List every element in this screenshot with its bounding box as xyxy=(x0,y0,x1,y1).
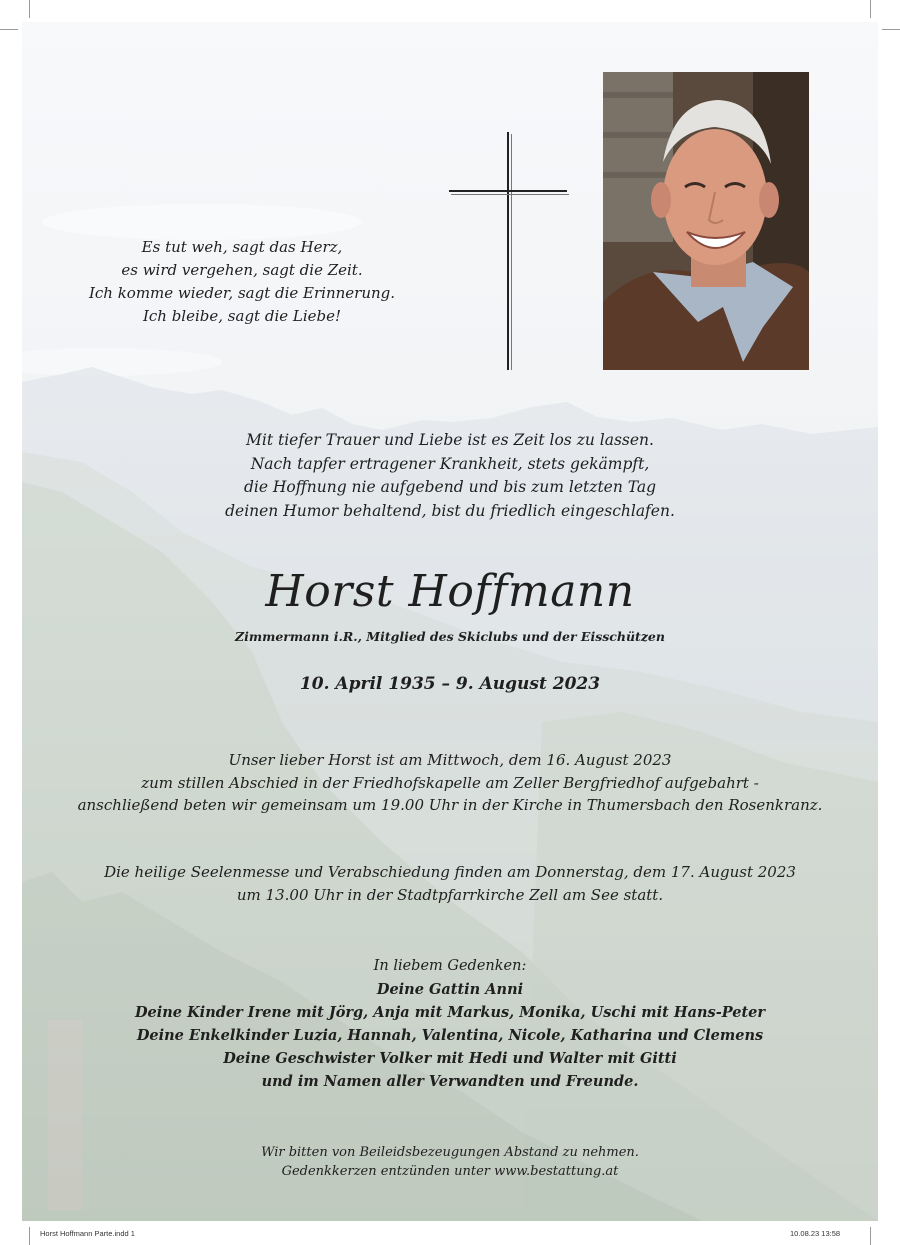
mass-line: Die heilige Seelenmesse und Verabschiedung finden am Donnerstag, dem 17. August 2023 xyxy=(104,863,796,881)
poem-line: Ich komme wieder, sagt die Erinnerung. xyxy=(88,284,396,302)
portrait-illustration xyxy=(603,72,809,370)
mourner-line: Deine Kinder Irene mit Jörg, Anja mit Markus, Monika, Uschi mit Hans-Peter xyxy=(134,1004,766,1021)
closing-line: Wir bitten von Beileidsbezeugungen Abstand zu nehmen. xyxy=(261,1145,639,1160)
crop-mark-bottom-left xyxy=(29,1227,30,1245)
mourner-line: Deine Geschwister Volker mit Hedi und Walter mit Gitti xyxy=(223,1050,677,1067)
mass-line: um 13.00 Uhr in der Stadtpfarrkirche Zell am See statt. xyxy=(236,885,664,904)
crop-mark-top-left xyxy=(0,29,18,30)
intro-line: deinen Humor behaltend, bist du friedlich eingeschlafen. xyxy=(225,501,675,520)
wake-line: anschließend beten wir gemeinsam um 19.00 Uhr in der Kirche in Thumersbach den Rosenkranz. xyxy=(77,796,823,814)
wake-announcement xyxy=(22,749,878,817)
print-footer-file: Horst Hoffmann Parte.indd 1 xyxy=(40,1229,135,1238)
print-footer-timestamp: 10.08.23 13:58 xyxy=(790,1229,841,1238)
wake-line: zum stillen Abschied in der Friedhofskapelle am Zeller Bergfriedhof aufgebahrt - xyxy=(141,773,759,792)
crop-mark-top-right xyxy=(882,29,900,30)
life-dates: 10. April 1935 – 9. August 2023 xyxy=(299,674,601,694)
mourner-line: Deine Enkelkinder Luzia, Hannah, Valentina, Nicole, Katharina und Clemens xyxy=(136,1027,764,1044)
memorial-heading: In liebem Gedenken: xyxy=(373,958,527,974)
poem-line: Ich bleibe, sagt die Liebe! xyxy=(142,307,342,325)
mass-announcement xyxy=(22,861,878,906)
intro-line: die Hoffnung nie aufgebend und bis zum letzten Tag xyxy=(243,478,657,496)
obituary-sheet xyxy=(22,22,878,1221)
intro-text xyxy=(22,429,878,523)
poem xyxy=(62,236,422,328)
cross-icon xyxy=(447,132,572,372)
poem-line: es wird vergehen, sagt die Zeit. xyxy=(121,261,363,279)
poem-line: Es tut weh, sagt das Herz, xyxy=(141,238,343,256)
memorial-section xyxy=(22,955,878,1093)
portrait-photo xyxy=(603,72,809,370)
crop-mark-top-right-v xyxy=(870,0,871,18)
mourner-line: Deine Gattin Anni xyxy=(376,981,524,998)
crop-mark-top-left-v xyxy=(29,0,30,18)
crop-mark-bottom-right xyxy=(870,1227,871,1245)
closing-note xyxy=(22,1143,878,1181)
closing-line: Gedenkkerzen entzünden unter www.bestattung.at xyxy=(281,1164,619,1179)
mourner-line: und im Namen aller Verwandten und Freunde. xyxy=(261,1073,639,1090)
intro-line: Nach tapfer ertragener Krankheit, stets gekämpft, xyxy=(250,454,650,473)
intro-line: Mit tiefer Trauer und Liebe ist es Zeit los zu lassen. xyxy=(246,431,654,449)
deceased-profession: Zimmermann i.R., Mitglied des Skiclubs und der Eisschützen xyxy=(235,629,665,644)
wake-line: Unser lieber Horst ist am Mittwoch, dem 16. August 2023 xyxy=(228,751,672,769)
deceased-name: Horst Hoffmann xyxy=(265,566,635,617)
